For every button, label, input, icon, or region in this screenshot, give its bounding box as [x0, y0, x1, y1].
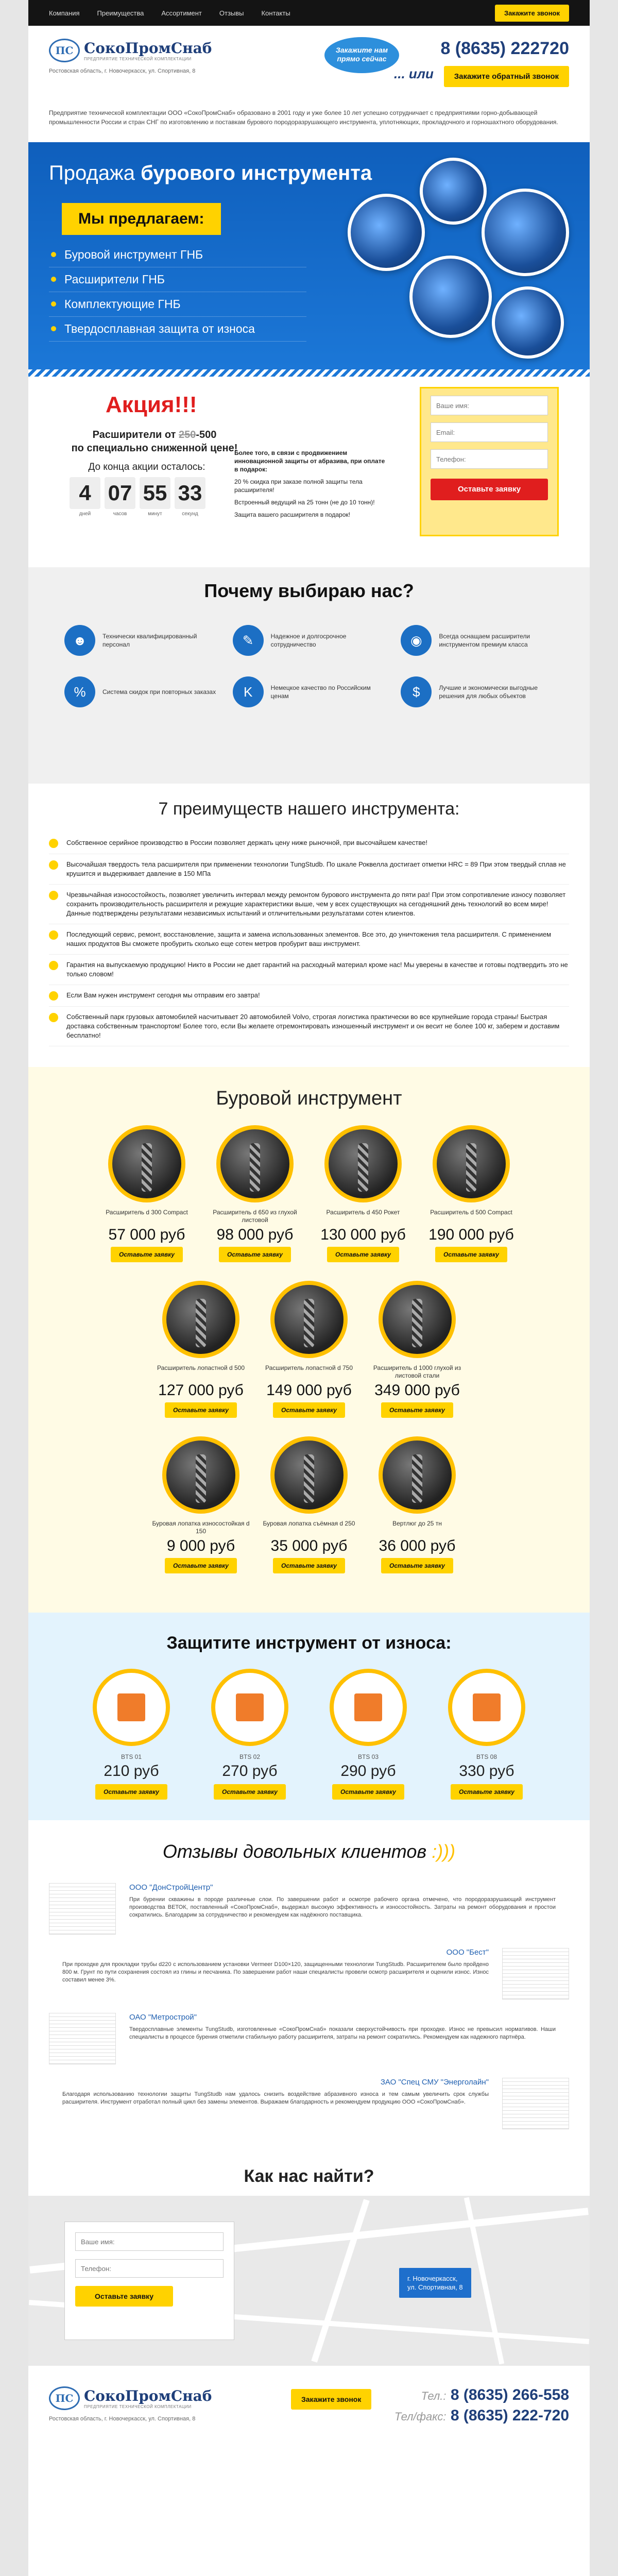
- advantage-item: [49, 885, 569, 924]
- logo-name: СокоПромСнаб: [84, 2387, 212, 2404]
- countdown-unit: часов: [113, 511, 127, 517]
- product-order-button[interactable]: Оставьте заявку: [381, 1558, 453, 1573]
- why-item-text: Немецкое качество по Российским ценам: [270, 684, 371, 700]
- product-price: 349 000 руб: [374, 1382, 460, 1399]
- advantage-text: Гарантия на выпускаемую продукцию! Никто в России не дает гарантий на расходный материал кроме нас! Мы уверены в качестве и готовы подтвердить это не только словом!: [66, 961, 568, 978]
- review: [49, 2078, 569, 2129]
- countdown-unit: секунд: [182, 511, 198, 517]
- footer-tel[interactable]: 8 (8635) 266-558: [450, 2386, 569, 2403]
- why-item: [401, 625, 554, 656]
- drill-image: [348, 194, 425, 271]
- product-card: [417, 1125, 525, 1262]
- nav-item-reviews[interactable]: Отзывы: [219, 9, 244, 17]
- map-name-input[interactable]: [75, 2232, 224, 2251]
- callback-button[interactable]: Закажите обратный звонок: [444, 66, 569, 87]
- product-price: 36 000 руб: [379, 1537, 456, 1554]
- promo-form: [420, 387, 559, 536]
- protection-price: 270 руб: [222, 1762, 278, 1780]
- product-card: [309, 1125, 417, 1262]
- header-phone[interactable]: 8 (8635) 222720: [440, 39, 569, 58]
- product-price: 130 000 руб: [320, 1226, 406, 1243]
- product-price: 9 000 руб: [166, 1537, 235, 1554]
- review-document-thumb[interactable]: [502, 2078, 569, 2129]
- review: [49, 2013, 569, 2064]
- logo-subtitle: ПРЕДПРИЯТИЕ ТЕХНИЧЕСКОЙ КОМПЛЕКТАЦИИ: [84, 57, 192, 61]
- footer-call-button[interactable]: Закажите звонок: [291, 2389, 371, 2410]
- catalog-title: Буровой инструмент: [216, 1088, 402, 1109]
- review: [49, 1948, 569, 1999]
- hero-title-pre: Продажа: [49, 162, 135, 184]
- advantage-item: [49, 833, 569, 854]
- advantage-text: Чрезвычайная износостойкость, позволяет увеличить интервал между ремонтом бурового инструмента до пяти раз! При этом сопротивление износу позволяет сохранить производительность расширителя и режущие характеристики выше, чем у всех существующих на сегодняшний день технологий во всем мире! Данные подтверждены результатами независимых испытаний и отличительными результатами сотен клиентов.: [66, 891, 566, 917]
- nav-call-button[interactable]: Закажите звонок: [495, 5, 569, 22]
- logo-name: СокоПромСнаб: [84, 40, 212, 57]
- why-item-text: Всегда оснащаем расширители инструментом премиум класса: [439, 633, 530, 648]
- map-submit-button[interactable]: Оставьте заявку: [75, 2286, 173, 2307]
- protection-title: Защитите инструмент от износа:: [166, 1633, 452, 1653]
- why-item: [401, 676, 554, 707]
- drill-image: [409, 256, 492, 338]
- protection-card: [191, 1669, 309, 1800]
- protection-order-button[interactable]: Оставьте заявку: [332, 1784, 404, 1800]
- product-image: [162, 1436, 239, 1514]
- product-name: Расширитель d 300 Compact: [106, 1209, 188, 1216]
- protection-price: 330 руб: [459, 1762, 514, 1780]
- hero-list-item: Твердосплавная защита от износа: [49, 317, 306, 342]
- product-image: [270, 1281, 348, 1358]
- protection-price: 290 руб: [340, 1762, 396, 1780]
- fax-label: Тел/факс:: [394, 2410, 447, 2423]
- reviews: [28, 1820, 590, 2153]
- product-order-button[interactable]: Оставьте заявку: [165, 1558, 237, 1573]
- promo-title: Акция!!!: [106, 392, 197, 417]
- header-address: Ростовская область, г. Новочеркасск, ул. Спортивная, 8: [49, 68, 196, 74]
- why-item: [233, 676, 386, 707]
- hero-title-bold: бурового инструмента: [141, 162, 372, 184]
- review-company: ООО "Бест": [446, 1948, 489, 1957]
- review: [49, 1883, 569, 1935]
- bullet-icon: [49, 1013, 58, 1022]
- bullet-icon: [49, 860, 58, 870]
- review-list: [49, 1883, 569, 2129]
- why-item-text: Лучшие и экономически выгодные решения для любых объектов: [439, 684, 538, 700]
- why-grid: [28, 602, 590, 707]
- nav-item-advantages[interactable]: Преимущества: [97, 9, 144, 17]
- bullet-icon: [49, 839, 58, 848]
- phone-input[interactable]: [431, 449, 548, 469]
- footer-phones: [394, 2385, 569, 2427]
- offer-badge: Мы предлагаем:: [62, 203, 221, 235]
- product-card: [147, 1281, 255, 1418]
- reviews-title-text: Отзывы довольных клиентов: [162, 1841, 427, 1862]
- old-price: 250: [178, 429, 196, 440]
- protection-code: BTS 01: [121, 1753, 142, 1760]
- dollar-icon: $: [401, 676, 432, 707]
- why-item: [64, 625, 217, 656]
- advantage-item: [49, 854, 569, 885]
- review-text: При проходке для прокладки трубы d220 с использованием установки Vermeer D100×120, защищенными технологии TungStudb. Расширителем было пройдено 800 м. Грунт по пути сохранения состоял из глины и песчаника. По завершении работ наши специалисты провели осмотр расширителя и оценили износ. Износ составил менее 3%.: [62, 1961, 489, 1983]
- drill-image: [420, 158, 487, 225]
- promo-subtitle: [70, 428, 239, 455]
- product-image: [162, 1281, 239, 1358]
- product-name: Расширитель лопастной d 500: [157, 1364, 245, 1371]
- map-tip-line: ул. Спортивная, 8: [407, 2283, 463, 2291]
- product-image: [379, 1281, 456, 1358]
- product-image: [270, 1436, 348, 1514]
- bullet-icon: [49, 991, 58, 1001]
- countdown-days: 4: [70, 477, 100, 509]
- product-row: [44, 1436, 574, 1573]
- advantage-item: [49, 955, 569, 985]
- gift-item: 20 % скидка при заказе полной защиты тела расширителя!: [234, 478, 363, 494]
- promo: [28, 377, 590, 567]
- product-image: [216, 1125, 294, 1202]
- product-name: Буровая лопатка износостойкая d 150: [152, 1520, 250, 1535]
- advantage-text: Последующий сервис, ремонт, восстановление, защита и замена использованных элементов. Все это, до уничтожения тела расширителя. С применением наших продуктов Вы сможете пробурить сколько еще сотен метров пробурит ваш инструмент.: [66, 930, 552, 947]
- protection-image: [211, 1669, 288, 1746]
- or-label: ... или: [394, 66, 434, 81]
- drill-image: [482, 189, 569, 276]
- product-image: [324, 1125, 402, 1202]
- product-name: Вертлюг до 25 тн: [392, 1520, 442, 1527]
- footer-fax[interactable]: 8 (8635) 222-720: [450, 2407, 569, 2424]
- promo-gifts: [234, 449, 389, 523]
- product-order-button[interactable]: Оставьте заявку: [327, 1247, 399, 1262]
- hero-title: [49, 162, 372, 185]
- logo-subtitle: ПРЕДПРИЯТИЕ ТЕХНИЧЕСКОЙ КОМПЛЕКТАЦИИ: [84, 2404, 192, 2409]
- protection-row: [44, 1669, 574, 1800]
- review-document-thumb[interactable]: [49, 2013, 116, 2064]
- advantage-text: Высочайшая твердость тела расширителя при применении технологии TungStudb. По шкале Роквелла достигает отметки HRC = 89 При этом твердый сплав не крушится и выдерживает давление в 150 МПа: [66, 860, 566, 877]
- why-item-text: Технически квалифицированный персонал: [102, 633, 197, 648]
- hero-list-item: Расширители ГНБ: [49, 267, 306, 292]
- product-order-button[interactable]: Оставьте заявку: [165, 1402, 237, 1418]
- product-card: [255, 1436, 363, 1573]
- promo-gifts-intro: Более того, в связи с продвижением инновационной защиты от абразива, при оплате в подарок:: [234, 449, 385, 473]
- logo-mark: ПС: [49, 39, 80, 62]
- bullet-icon: [49, 930, 58, 940]
- advantages: [28, 784, 590, 1046]
- product-row: [44, 1281, 574, 1418]
- review-text: Благодаря использованию технологии защиты TungStudb нам удалось снизить воздействие абразивного износа и тем самым увеличить срок службы расширителя. Инструмент отработал полный цикл без замены элементов. Выражаем благодарность и рекомендуем продукцию ООО «СокоПромСнаб».: [62, 2091, 489, 2105]
- tel-label: Тел.:: [421, 2389, 447, 2402]
- countdown-unit: дней: [79, 511, 91, 517]
- advantage-item: [49, 1007, 569, 1046]
- advantage-text: Собственное серийное производство в России позволяет держать цену ниже рыночной, при высочайшем качестве!: [66, 839, 427, 846]
- product-order-button[interactable]: Оставьте заявку: [273, 1558, 345, 1573]
- why-item: [64, 676, 217, 707]
- why-us: [28, 567, 590, 784]
- gift-item: Встроенный ведущий на 25 тонн (не до 10 тонн)!: [234, 499, 375, 506]
- name-input[interactable]: [431, 396, 548, 415]
- product-price: 57 000 руб: [108, 1226, 185, 1243]
- header: [28, 26, 590, 103]
- protection-card: [427, 1669, 546, 1800]
- gauge-icon: ◉: [401, 625, 432, 656]
- protection-image: [330, 1669, 407, 1746]
- product-price: 127 000 руб: [158, 1382, 244, 1399]
- why-item-text: Система скидок при повторных заказах: [102, 688, 216, 696]
- product-image: [108, 1125, 185, 1202]
- protection-order-button[interactable]: Оставьте заявку: [214, 1784, 286, 1800]
- product-name: Расширитель d 650 из глухой листовой: [213, 1209, 297, 1224]
- promo-line1: Расширители от: [92, 429, 176, 440]
- review-text: При бурении скважины в породе различные слои. По завершении работ и осмотре рабочего органа отмечено, что породоразрушающий инструмент производства ВЕТОК, поставленный «СокоПромСнаб», выдержал высокую эффективность и износостойкость. Затраты на ремонт оборудования и простои сократились. Благодарим за сотрудничество и рекомендуем как надёжного поставщика.: [129, 1896, 556, 1918]
- product-name: Буровая лопатка съёмная d 250: [263, 1520, 355, 1527]
- nav-item-contacts[interactable]: Контакты: [261, 9, 290, 17]
- advantage-item: [49, 985, 569, 1007]
- bullet-icon: [49, 961, 58, 970]
- protection-code: BTS 03: [357, 1753, 379, 1760]
- review-document-thumb[interactable]: [49, 1883, 116, 1935]
- map-road: [311, 2199, 369, 2363]
- hero-list-item: Буровой инструмент ГНБ: [49, 243, 306, 267]
- product-order-button[interactable]: Оставьте заявку: [381, 1402, 453, 1418]
- why-item-text: Надежное и долгосрочное сотрудничество: [270, 633, 347, 648]
- product-order-button[interactable]: Оставьте заявку: [111, 1247, 183, 1262]
- promo-line1-end: -500: [196, 429, 217, 440]
- site: [28, 0, 590, 2576]
- map[interactable]: [28, 2196, 590, 2366]
- map-form: [64, 2222, 234, 2340]
- protection-order-button[interactable]: Оставьте заявку: [451, 1784, 523, 1800]
- review-company: ООО "ДонСтройЦентр": [129, 1883, 213, 1892]
- map-tip-line: г. Новочеркасск,: [407, 2275, 458, 2282]
- advantage-text: Если Вам нужен инструмент сегодня мы отправим его завтра!: [66, 991, 260, 999]
- hero-list: [49, 243, 306, 342]
- countdown-unit: минут: [148, 511, 162, 517]
- product-price: 98 000 руб: [216, 1226, 294, 1243]
- logo-mark: ПС: [49, 2386, 80, 2410]
- hero: [28, 142, 590, 377]
- countdown: [70, 477, 210, 517]
- email-input[interactable]: [431, 422, 548, 442]
- product-order-button[interactable]: Оставьте заявку: [219, 1247, 291, 1262]
- protection-image: [93, 1669, 170, 1746]
- company-intro: Предприятие технической комплектации ООО «СокоПромСнаб» образовано в 2001 году и уже более 10 лет успешно сотрудничает с предприятиями горно-добывающей промышленности России и стран СНГ по изготовлению и поставкам бурового породоразрушающего инструмента, уплотняющих, прокладочного и горношахтного оборудования.: [49, 109, 558, 126]
- percent-icon: %: [64, 676, 95, 707]
- review-document-thumb[interactable]: [502, 1948, 569, 1999]
- product-name: Расширитель d 1000 глухой из листовой стали: [373, 1364, 461, 1379]
- hero-list-item: Комплектующие ГНБ: [49, 292, 306, 317]
- protection-code: BTS 08: [476, 1753, 497, 1760]
- review-company: ОАО "Метрострой": [129, 2013, 197, 2022]
- protection-price: 210 руб: [104, 1762, 159, 1780]
- product-order-button[interactable]: Оставьте заявку: [435, 1247, 507, 1262]
- map-address-tip: [399, 2268, 471, 2298]
- protection-card: [72, 1669, 191, 1800]
- top-nav: [28, 0, 590, 26]
- product-price: 35 000 руб: [270, 1537, 348, 1554]
- advantage-item: [49, 924, 569, 955]
- review-company: ЗАО "Спец СМУ "Энерголайн": [380, 2078, 489, 2087]
- product-name: Расширитель d 500 Compact: [430, 1209, 512, 1216]
- product-row: [44, 1125, 574, 1262]
- protection: [28, 1613, 590, 1820]
- catalog: [28, 1067, 590, 1613]
- drill-image: [492, 286, 564, 359]
- review-text: Твердосплавные элементы TungStudb, изготовленные «СокоПромСнаб» показали сверхустойчивость при проходке. Износ не превысил нормативов. Наши специалисты в процессе бурения отметили стабильную работу расширителя, затраты на ремонт сократились. Рекомендуем как надежного партнёра.: [129, 2026, 556, 2040]
- protection-order-button[interactable]: Оставьте заявку: [95, 1784, 167, 1800]
- nav-item-assortment[interactable]: Ассортимент: [161, 9, 202, 17]
- nav-item-company[interactable]: Компания: [49, 9, 80, 17]
- advantage-text: Собственный парк грузовых автомобилей насчитывает 20 автомобилей Volvo, строгая логистика практически во все крупнейшие города страны! Быстрая доставка собственным транспортом! Более того, если Вы желаете отремонтировать изношенный инструмент и он весит не более 100 кг, заберем и доставим бесплатно!: [66, 1013, 560, 1039]
- product-order-button[interactable]: Оставьте заявку: [273, 1402, 345, 1418]
- footer: [28, 2366, 590, 2448]
- reviews-title: [49, 1841, 569, 1862]
- footer-address: Ростовская область, г. Новочеркасск, ул. Спортивная, 8: [49, 2416, 196, 2422]
- product-card: [363, 1436, 471, 1573]
- product-card: [363, 1281, 471, 1418]
- protection-card: [309, 1669, 427, 1800]
- product-price: 149 000 руб: [266, 1382, 352, 1399]
- advantages-title: 7 преимуществ нашего инструмента:: [158, 799, 460, 819]
- product-price: 190 000 руб: [428, 1226, 514, 1243]
- product-card: [93, 1125, 201, 1262]
- product-name: Расширитель d 450 Рокет: [326, 1209, 400, 1216]
- catalog-rows: [44, 1125, 574, 1573]
- countdown-minutes: 55: [140, 477, 170, 509]
- bullet-icon: [49, 891, 58, 900]
- protection-code: BTS 02: [239, 1753, 261, 1760]
- countdown-hours: 07: [105, 477, 135, 509]
- product-image: [433, 1125, 510, 1202]
- order-bubble: Закажите нам прямо сейчас: [324, 37, 399, 73]
- reviews-smile: :))): [432, 1841, 456, 1862]
- countdown-label: До конца акции осталось:: [88, 462, 205, 472]
- product-card: [201, 1125, 309, 1262]
- product-card: [147, 1436, 255, 1573]
- why-title: Почему выбираю нас?: [204, 580, 414, 601]
- promo-submit-button[interactable]: Оставьте заявку: [431, 479, 548, 500]
- product-image: [379, 1436, 456, 1514]
- shield-k-icon: K: [233, 676, 264, 707]
- map-title: Как нас найти?: [244, 2166, 374, 2186]
- map-phone-input[interactable]: [75, 2259, 224, 2278]
- person-icon: ☻: [64, 625, 95, 656]
- product-card: [255, 1281, 363, 1418]
- protection-image: [448, 1669, 525, 1746]
- countdown-seconds: 33: [175, 477, 205, 509]
- promo-line2: по специально сниженной цене!: [71, 443, 238, 454]
- why-item: [233, 625, 386, 656]
- handshake-icon: ✎: [233, 625, 264, 656]
- gift-item: Защита вашего расширителя в подарок!: [234, 511, 350, 518]
- product-name: Расширитель лопастной d 750: [265, 1364, 353, 1371]
